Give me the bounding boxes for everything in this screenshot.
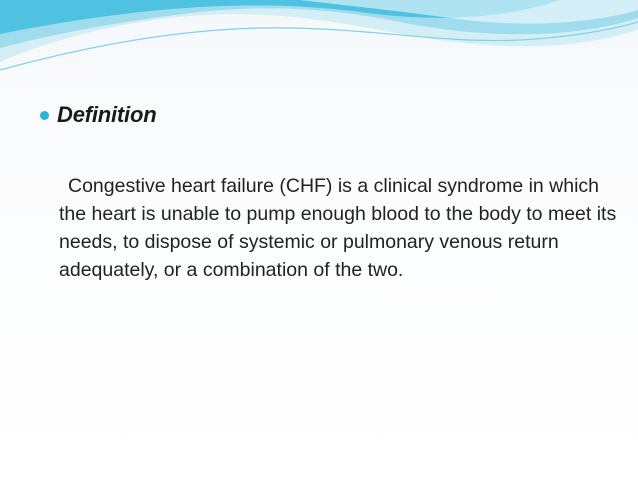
definition-paragraph: Congestive heart failure (CHF) is a clinical syndrome in which the heart is unable to pump enough blood to the body to meet its needs, to dispose of systemic or pulmonary venous return adequately, or a combination of the two. bbox=[59, 175, 617, 281]
header-wave-decoration bbox=[0, 0, 638, 90]
bullet-item bbox=[40, 100, 156, 130]
bullet-dot-icon bbox=[40, 111, 49, 120]
slide-heading: Definition bbox=[57, 102, 157, 127]
